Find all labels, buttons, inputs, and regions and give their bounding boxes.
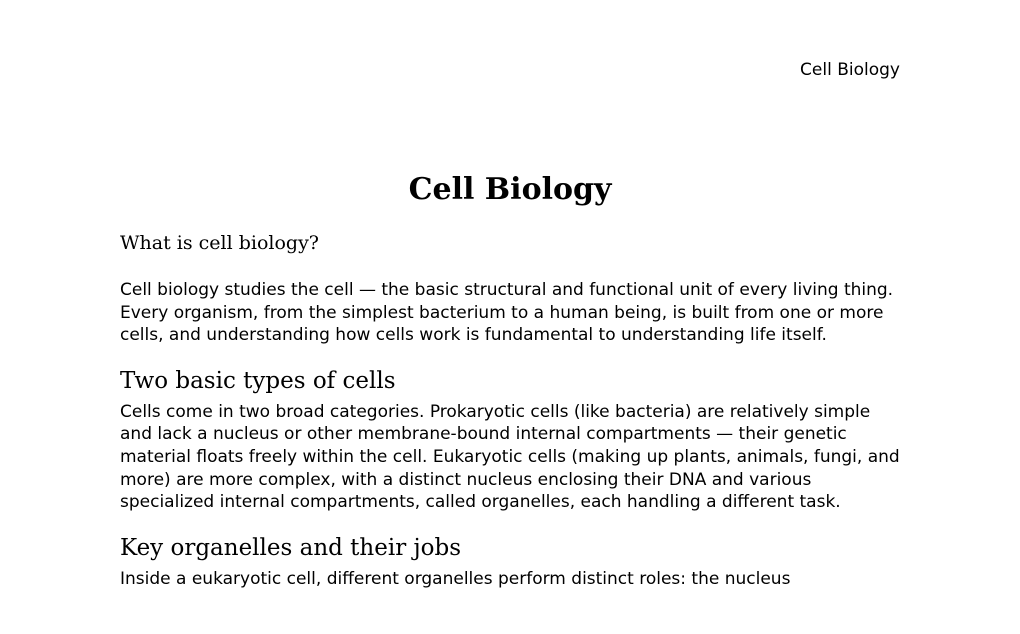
section-heading-organelles: Key organelles and their jobs <box>120 534 462 561</box>
document-body <box>120 171 900 590</box>
section-heading-cell-types: Two basic types of cells <box>120 367 396 394</box>
section-paragraph-cell-types: Cells come in two broad categories. Prokaryotic cells (like bacteria) are relatively simple and lack a nucleus or other membrane-bound internal compartments — their genetic material floats freely within the cell. Eukaryotic cells (making up plants, animals, fungi, and more) are more complex, with a distinct nucleus enclosing their DNA and various specialized internal compartments, called organelles, each handling a different task. <box>120 401 900 513</box>
intro-paragraph: Cell biology studies the cell — the basic structural and functional unit of every living thing. Every organism, from the simplest bacterium to a human being, is built from one or more cells, and understanding how cells work is fundamental to understanding life itself. <box>120 280 894 346</box>
intro-question: What is cell biology? <box>120 232 319 254</box>
document-title: Cell Biology <box>408 172 612 207</box>
running-header: Cell Biology <box>800 60 900 80</box>
section-paragraph-organelles: Inside a eukaryotic cell, different organelles perform distinct roles: the nucleus <box>120 568 791 589</box>
